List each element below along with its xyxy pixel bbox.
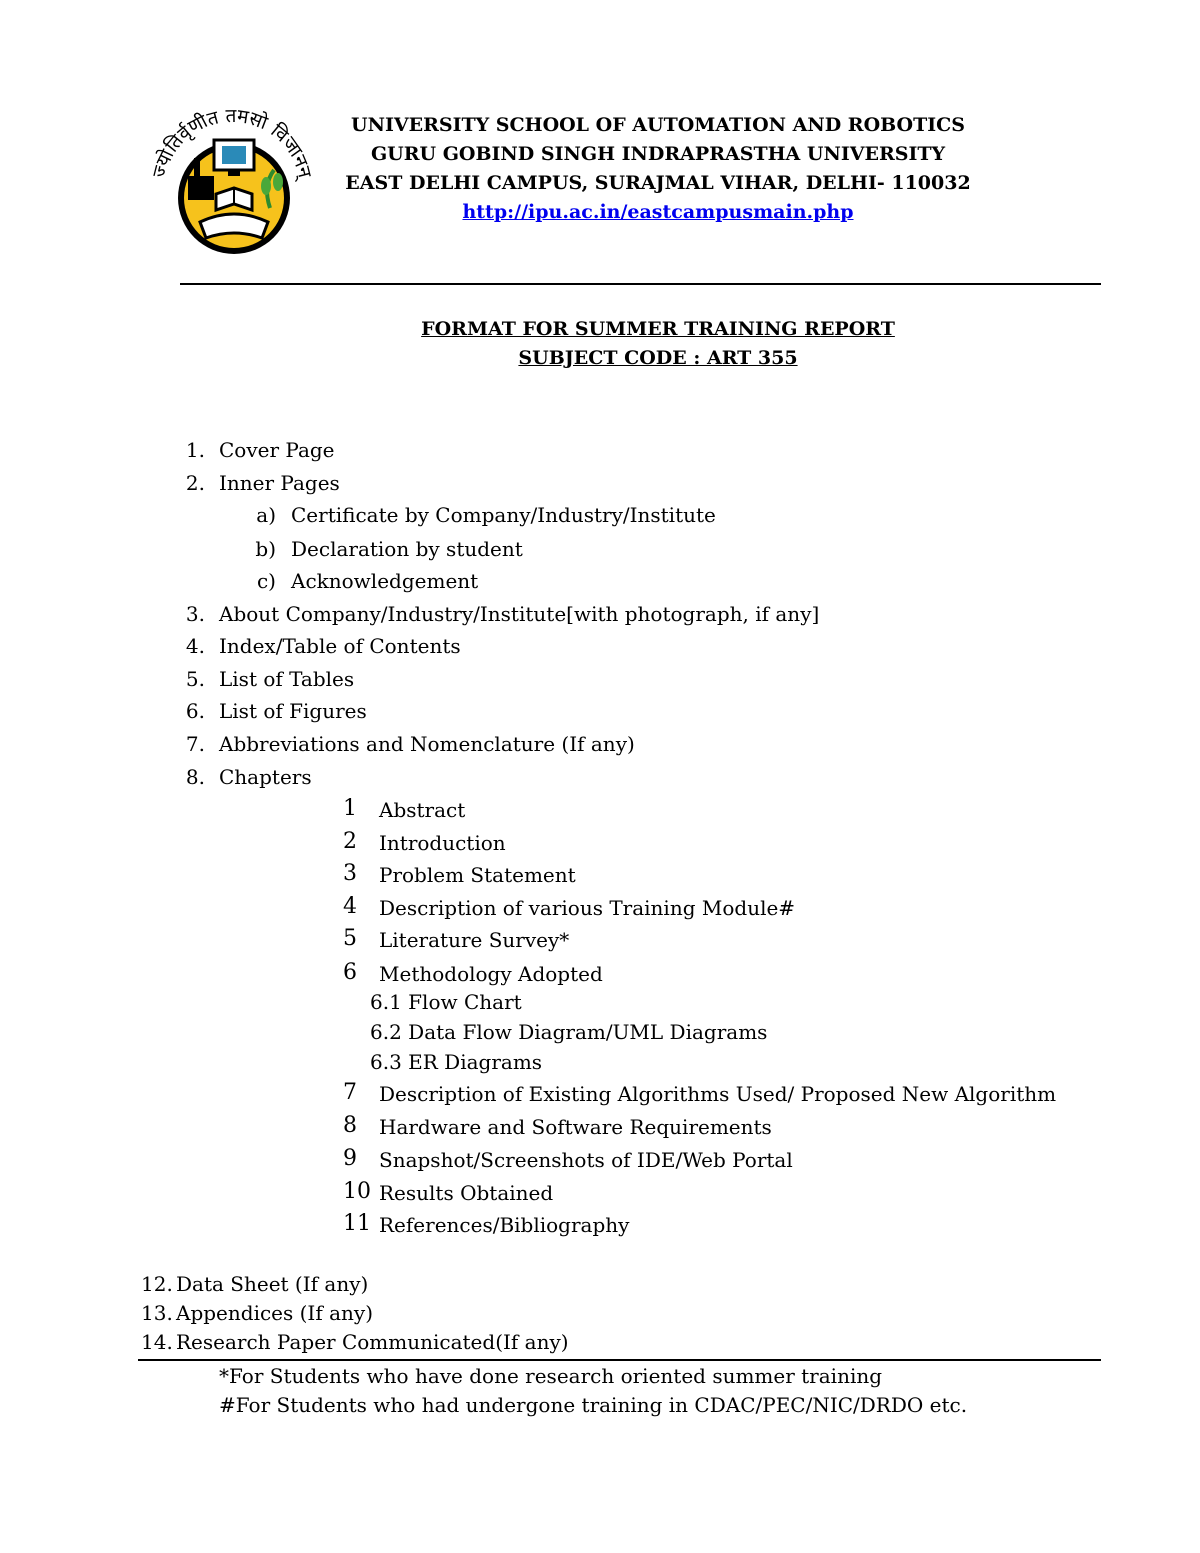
university-name: GURU GOBIND SINGH INDRAPRASTHA UNIVERSITY — [370, 143, 946, 165]
chapter-number: 4 — [343, 894, 357, 919]
chapter-number: 2 — [343, 829, 357, 854]
sub-list-item-label: Declaration by student — [291, 537, 523, 561]
sub-chapter-label: 6.3 ER Diagrams — [370, 1050, 543, 1074]
chapter-label: Description of various Training Module# — [379, 896, 796, 920]
list-item-number: 8. — [185, 765, 205, 789]
chapter-number: 7 — [343, 1080, 357, 1105]
chapter-number: 10 — [343, 1179, 371, 1204]
list-item-number: 5. — [185, 667, 205, 691]
school-name: UNIVERSITY SCHOOL OF AUTOMATION AND ROBOTICS — [351, 114, 965, 136]
chapter-label: Problem Statement — [379, 863, 576, 887]
list-item-label: Appendices (If any) — [176, 1301, 373, 1325]
list-item-label: Inner Pages — [219, 471, 340, 495]
chapter-number: 9 — [343, 1146, 357, 1171]
list-item-label: Data Sheet (If any) — [176, 1272, 369, 1296]
list-item-label: About Company/Industry/Institute[with photograph, if any] — [219, 602, 820, 626]
list-item-label: Cover Page — [219, 438, 335, 462]
chapter-number: 5 — [343, 926, 357, 951]
sub-list-item-letter: a) — [256, 503, 276, 527]
sub-list-item-letter: b) — [255, 537, 276, 561]
sub-chapter-label: 6.2 Data Flow Diagram/UML Diagrams — [370, 1020, 768, 1044]
sub-list-item-label: Certificate by Company/Industry/Institute — [291, 503, 716, 527]
chapter-label: Methodology Adopted — [379, 962, 603, 986]
chapter-label: Literature Survey* — [379, 928, 570, 952]
list-item-number: 2. — [185, 471, 205, 495]
chapter-number: 11 — [343, 1211, 371, 1236]
sub-list-item-letter: c) — [256, 569, 276, 593]
chapter-label: Introduction — [379, 831, 506, 855]
chapter-number: 8 — [343, 1113, 357, 1138]
list-item-label: Chapters — [219, 765, 312, 789]
chapter-number: 3 — [343, 861, 357, 886]
footnote-research: *For Students who have done research oriented summer training — [219, 1364, 883, 1388]
list-item-number: 14. — [141, 1330, 173, 1354]
university-url-link[interactable]: http://ipu.ac.in/eastcampusmain.php — [462, 201, 854, 223]
list-item-label: List of Tables — [219, 667, 355, 691]
header-link-row — [308, 201, 1008, 223]
subject-code: SUBJECT CODE : ART 355 — [518, 347, 798, 369]
sub-list-item-label: Acknowledgement — [291, 569, 479, 593]
list-item-label: Research Paper Communicated(If any) — [176, 1330, 569, 1354]
list-item-number: 12. — [141, 1272, 173, 1296]
list-item-number: 7. — [185, 732, 205, 756]
logo-motto-text: ज्योतिर्वृणीत तमसो विजानन् — [148, 104, 316, 180]
list-item-number: 1. — [185, 438, 205, 462]
footnote-divider — [138, 1359, 1101, 1361]
list-item-number: 4. — [185, 634, 205, 658]
list-item-label: Abbreviations and Nomenclature (If any) — [219, 732, 635, 756]
list-item-label: List of Figures — [219, 699, 367, 723]
chapter-label: Hardware and Software Requirements — [379, 1115, 772, 1139]
header-divider — [180, 283, 1101, 285]
chapter-label: Snapshot/Screenshots of IDE/Web Portal — [379, 1148, 793, 1172]
sub-chapter-label: 6.1 Flow Chart — [370, 990, 522, 1014]
chapter-label: Abstract — [379, 798, 466, 822]
list-item-number: 6. — [185, 699, 205, 723]
chapter-number: 1 — [343, 796, 357, 821]
list-item-number: 3. — [185, 602, 205, 626]
report-title: FORMAT FOR SUMMER TRAINING REPORT — [421, 318, 895, 340]
chapter-number: 6 — [343, 960, 357, 985]
chapter-label: Description of Existing Algorithms Used/ Proposed New Algorithm — [379, 1082, 1057, 1106]
list-item-label: Index/Table of Contents — [219, 634, 461, 658]
chapter-label: References/Bibliography — [379, 1213, 630, 1237]
campus-address: EAST DELHI CAMPUS, SURAJMAL VIHAR, DELHI- 110032 — [345, 172, 971, 194]
footnote-training: #For Students who had undergone training in CDAC/PEC/NIC/DRDO etc. — [219, 1393, 968, 1417]
list-item-number: 13. — [141, 1301, 173, 1325]
university-logo — [142, 98, 322, 258]
chapter-label: Results Obtained — [379, 1181, 554, 1205]
